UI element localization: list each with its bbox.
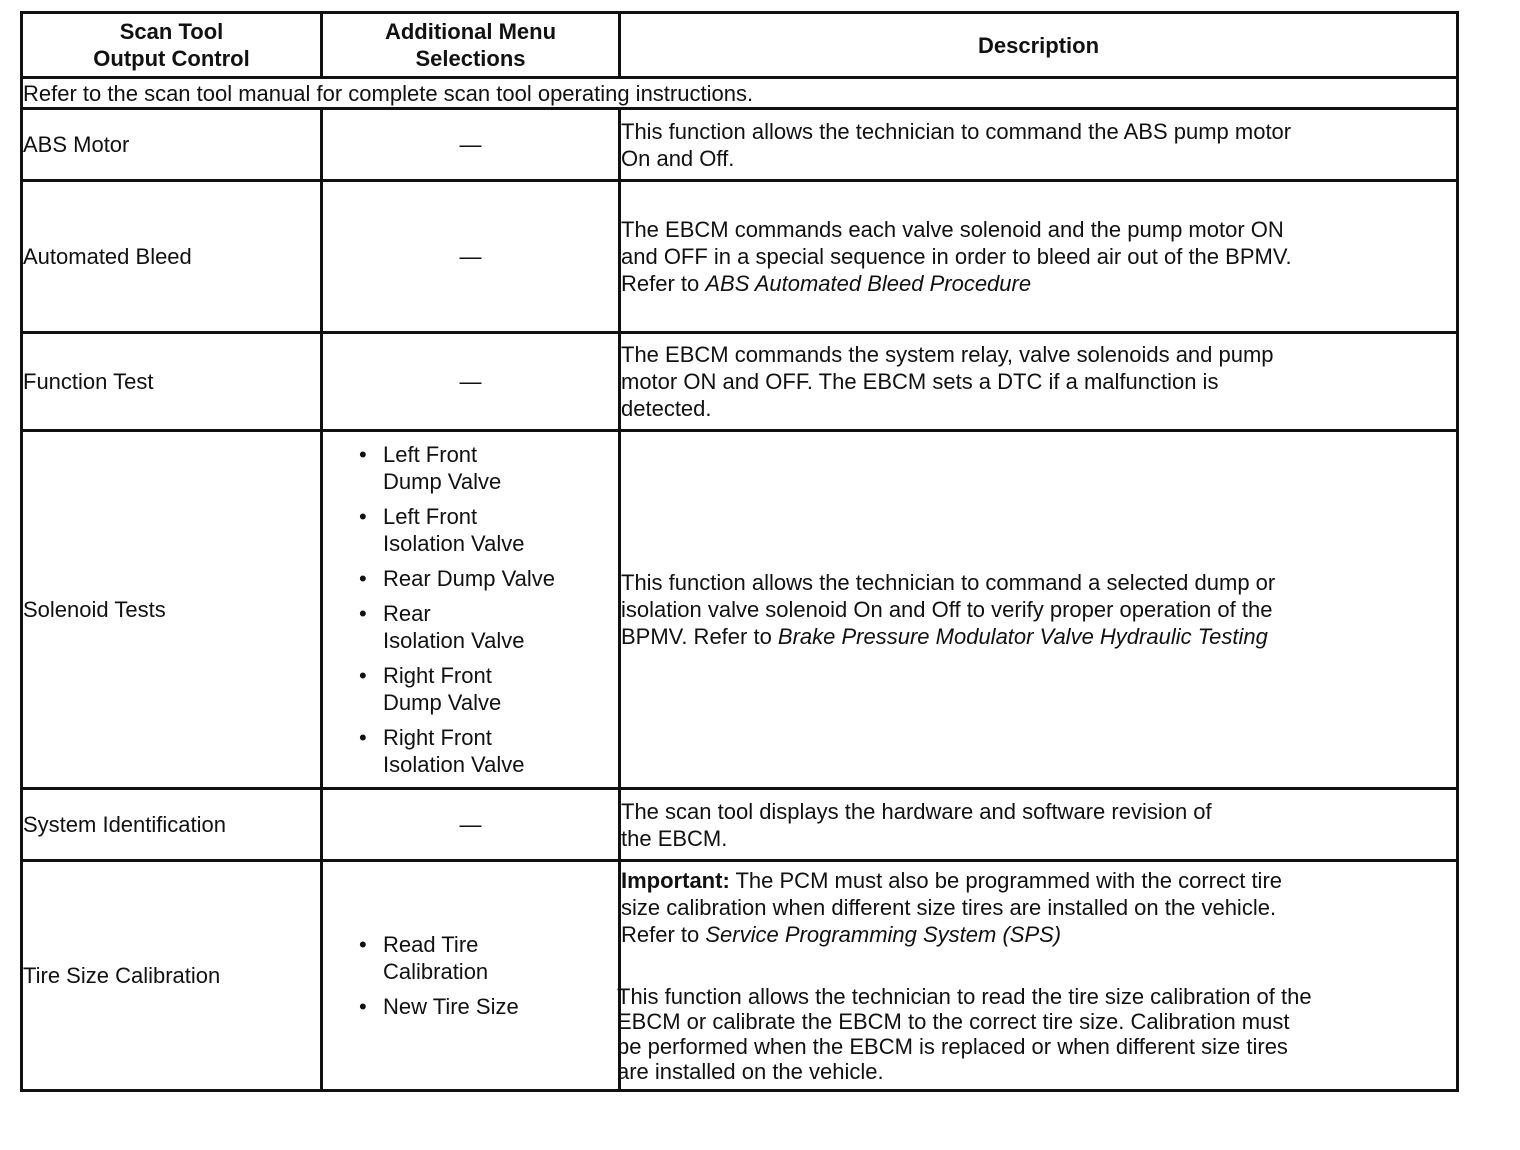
header-line: Output Control — [93, 46, 250, 71]
selection-text: Dump Valve — [383, 690, 502, 715]
description-line: the EBCM. — [621, 825, 728, 851]
description-reference — [621, 921, 1456, 948]
selection-text: Isolation Valve — [383, 531, 525, 556]
selection-text: • Left Front — [383, 504, 478, 529]
selection-text: • Right Front — [383, 725, 492, 750]
description-line: This function allows the technician to read the tire size calibration of the — [617, 984, 1312, 1009]
header-line: Additional Menu — [384, 19, 557, 44]
header-line: Description — [977, 32, 1100, 58]
selection-text: Calibration — [383, 959, 489, 984]
reference-prefix: Refer to — [621, 922, 706, 947]
list-item — [357, 441, 618, 495]
reference-title: ABS Automated Bleed Procedure — [705, 271, 1032, 296]
selection-cell — [322, 789, 620, 861]
table-row — [22, 431, 1458, 789]
list-item — [357, 503, 618, 557]
control-cell: Solenoid Tests — [22, 431, 322, 789]
reference-prefix: Refer to — [621, 271, 706, 296]
selection-text: • Left Front — [383, 442, 478, 467]
selection-text: • Rear — [383, 601, 431, 626]
selection-text: • Right Front — [383, 663, 492, 688]
control-cell: System Identification — [22, 789, 322, 861]
selection-dash: — — [459, 244, 482, 269]
description-line: be performed when the EBCM is replaced or when different size tires — [617, 1034, 1288, 1059]
selection-cell — [322, 431, 620, 789]
reference-title: Brake Pressure Modulator Valve Hydraulic Testing — [777, 624, 1268, 649]
description-line: and OFF in a special sequence in order to bleed air out of the BPMV. — [621, 244, 1292, 269]
reference-title: Service Programming System (SPS) — [705, 922, 1062, 947]
selection-text: Isolation Valve — [383, 628, 525, 653]
control-cell: Automated Bleed — [22, 181, 322, 333]
important-label: Important: — [621, 868, 730, 893]
selection-list — [323, 931, 618, 1020]
selection-dash: — — [459, 132, 482, 157]
important-note — [621, 867, 1456, 894]
description-cell — [620, 333, 1458, 431]
description-cell — [620, 109, 1458, 181]
scan-tool-output-controls-table — [20, 11, 1459, 1092]
description-paragraph — [617, 984, 1456, 1084]
description-line: isolation valve solenoid On and Off to verify proper operation of the — [621, 597, 1273, 622]
table-row — [22, 109, 1458, 181]
list-item — [357, 600, 618, 654]
description-cell — [617, 861, 1458, 1091]
list-item — [357, 724, 618, 778]
table-row — [22, 861, 1458, 1091]
list-item — [357, 565, 618, 592]
header-scan-tool-output-control — [22, 13, 322, 78]
description-line: detected. — [621, 396, 712, 421]
header-description — [620, 13, 1458, 78]
list-item — [357, 993, 618, 1020]
control-cell: Function Test — [22, 333, 322, 431]
selection-text: • New Tire Size — [383, 994, 519, 1019]
description-line: The EBCM commands each valve solenoid and the pump motor ON — [621, 217, 1284, 242]
header-row — [22, 13, 1458, 78]
description-line: EBCM or calibrate the EBCM to the correct tire size. Calibration must — [617, 1009, 1290, 1034]
description-line: The EBCM commands the system relay, valve solenoids and pump — [621, 342, 1274, 367]
selection-text: Isolation Valve — [383, 752, 525, 777]
important-text: The PCM must also be programmed with the correct tire — [729, 868, 1283, 893]
important-text: size calibration when different size tires are installed on the vehicle. — [621, 895, 1277, 920]
header-line: Selections — [415, 46, 526, 71]
selection-text: • Rear Dump Valve — [383, 566, 555, 591]
control-cell: ABS Motor — [22, 109, 322, 181]
selection-list — [323, 441, 618, 778]
selection-text: Dump Valve — [383, 469, 502, 494]
selection-text: • Read Tire — [383, 932, 479, 957]
paragraph-gap — [621, 948, 1456, 984]
table-note: Refer to the scan tool manual for complete scan tool operating instructions. — [22, 78, 1458, 109]
description-cell — [620, 431, 1458, 789]
reference-prefix: BPMV. Refer to — [621, 624, 778, 649]
selection-cell — [322, 333, 620, 431]
description-line: This function allows the technician to command a selected dump or — [621, 570, 1276, 595]
table-row — [22, 181, 1458, 333]
table-row — [22, 333, 1458, 431]
table-row — [22, 789, 1458, 861]
selection-cell — [322, 109, 620, 181]
description-cell — [620, 789, 1458, 861]
description-line: On and Off. — [621, 145, 735, 171]
description-reference — [621, 623, 1456, 650]
description-line: This function allows the technician to command the ABS pump motor — [621, 118, 1292, 144]
list-item — [357, 931, 618, 985]
description-line: are installed on the vehicle. — [617, 1059, 884, 1084]
description-cell — [620, 181, 1458, 333]
selection-dash: — — [459, 812, 482, 837]
list-item — [357, 662, 618, 716]
header-additional-menu-selections — [322, 13, 620, 78]
selection-dash: — — [459, 369, 482, 394]
selection-cell — [322, 181, 620, 333]
description-line: The scan tool displays the hardware and software revision of — [621, 798, 1212, 824]
description-line: motor ON and OFF. The EBCM sets a DTC if a malfunction is — [621, 369, 1219, 394]
description-reference — [621, 270, 1456, 297]
control-cell: Tire Size Calibration — [22, 861, 322, 1091]
header-line: Scan Tool — [119, 19, 224, 44]
note-row — [22, 78, 1458, 109]
selection-cell — [322, 861, 620, 1091]
